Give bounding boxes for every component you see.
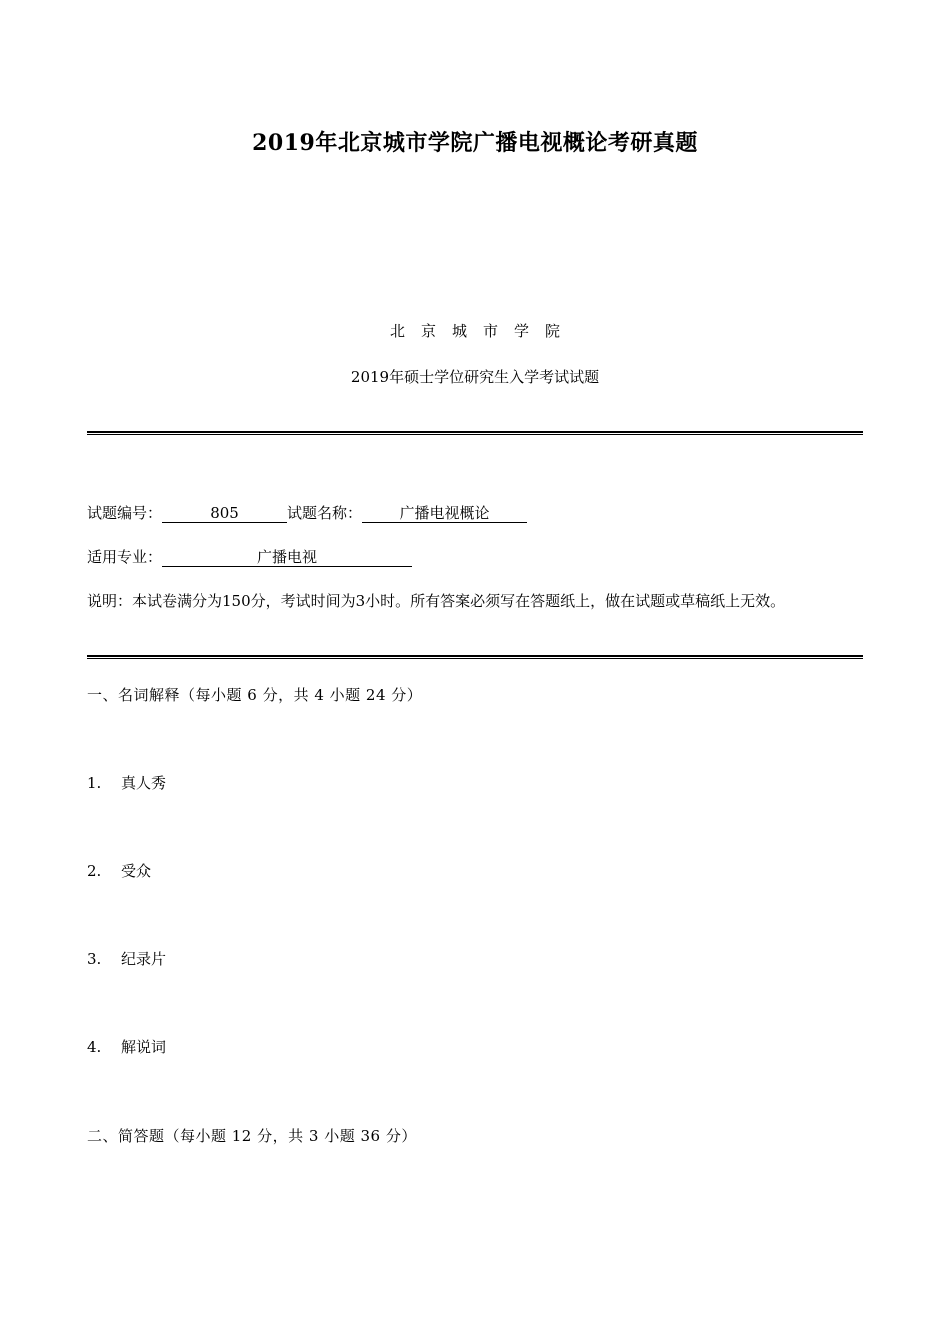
section-heading-2: 二、简答题（每小题 12 分，共 3 小题 36 分） xyxy=(87,1127,417,1145)
instructions: 说明：本试卷满分为150分，考试时间为3小时。所有答案必须写在答题纸上，做在试题或草稿纸上无效。 xyxy=(87,592,786,610)
question-number: 4. xyxy=(87,1038,102,1056)
question-item xyxy=(87,1036,166,1057)
question-number: 2. xyxy=(87,862,102,880)
major-line xyxy=(87,547,412,567)
question-text: 解说词 xyxy=(121,1038,167,1056)
header-divider xyxy=(87,431,863,435)
question-number: 1. xyxy=(87,774,102,792)
question-text: 真人秀 xyxy=(121,774,167,792)
exam-name-label: 试题名称： xyxy=(287,504,363,522)
exam-subtitle: 2019年硕士学位研究生入学考试试题 xyxy=(350,368,600,386)
question-text: 纪录片 xyxy=(121,950,167,968)
question-item xyxy=(87,772,166,793)
question-item xyxy=(87,948,166,969)
section-heading-1: 一、名词解释（每小题 6 分，共 4 小题 24 分） xyxy=(87,686,423,704)
page-title: 2019年北京城市学院广播电视概论考研真题 xyxy=(252,130,698,156)
exam-code-value: 805 xyxy=(162,504,287,523)
exam-name-value: 广播电视概论 xyxy=(362,504,527,523)
major-label: 适用专业： xyxy=(87,548,163,566)
exam-code-line xyxy=(87,503,527,523)
major-value: 广播电视 xyxy=(162,548,412,567)
question-item xyxy=(87,860,151,881)
question-number: 3. xyxy=(87,950,102,968)
school-name: 北京城市学院 xyxy=(389,322,576,340)
info-divider xyxy=(87,655,863,659)
exam-code-label: 试题编号： xyxy=(87,504,163,522)
question-text: 受众 xyxy=(121,862,152,880)
